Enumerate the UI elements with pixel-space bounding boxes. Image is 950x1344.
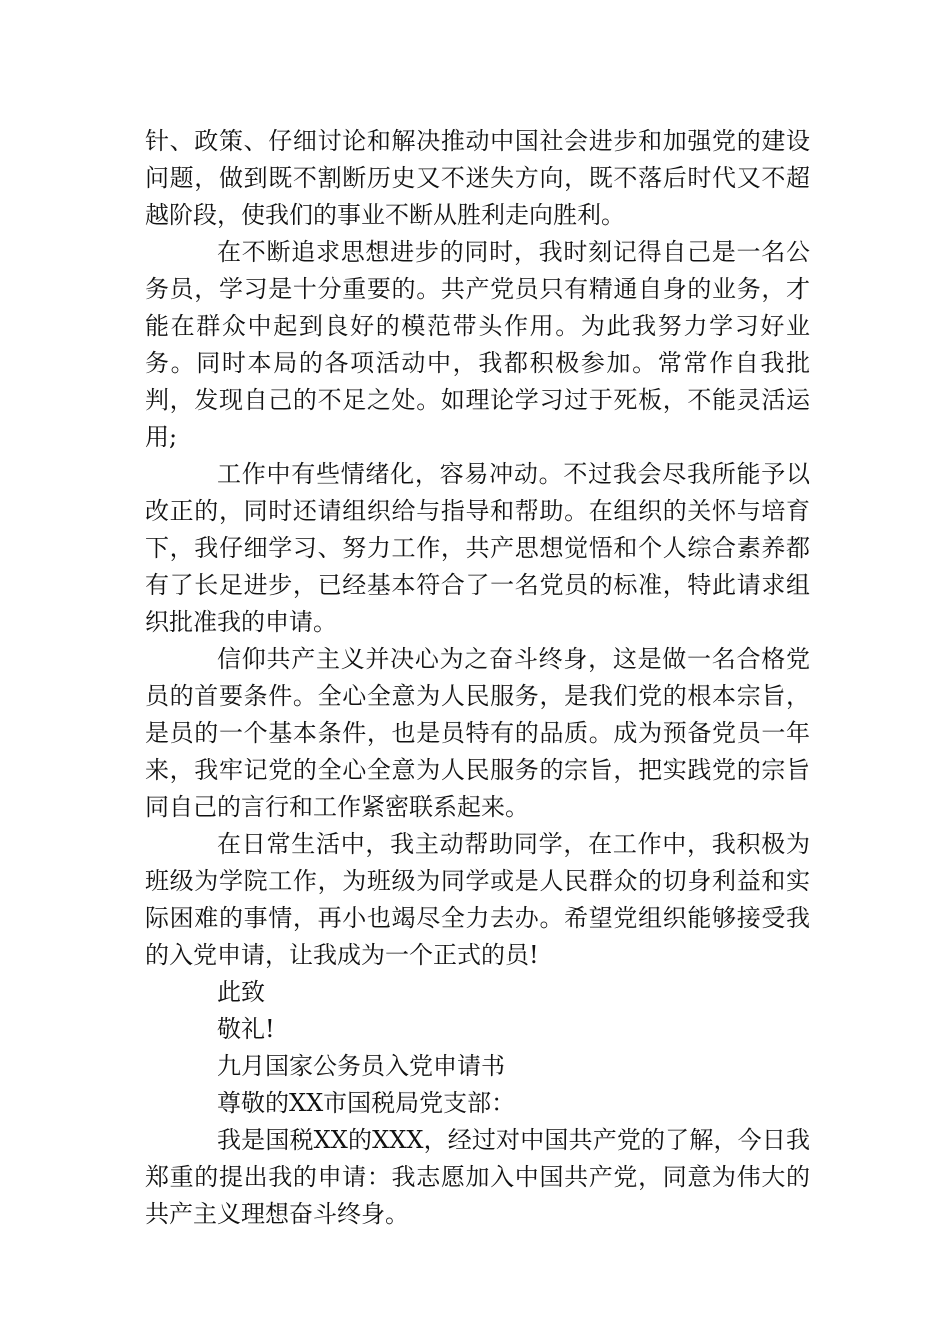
document-body [145,123,810,1233]
section-title: 九月国家公务员入党申请书 [217,1052,505,1080]
paragraph-work: 工作中有些情绪化，容易冲动。不过我会尽我所能予以改正的，同时还请组织给与指导和帮助。在组织的关怀与培育下，我仔细学习、努力工作，共产思想觉悟和个人综合素养都有了长足进步，已经基本符合了一名党员的标准，特此请求组织批准我的申请。 [145,460,810,636]
paragraph-belief: 信仰共产主义并决心为之奋斗终身，这是做一名合格党员的首要条件。全心全意为人民服务，是我们党的根本宗旨，是员的一个基本条件，也是员特有的品质。成为预备党员一年来，我牢记党的全心全意为人民服务的宗旨，把实践党的宗旨同自己的言行和工作紧密联系起来。 [145,645,810,821]
addressee: 尊敬的XX市国税局党支部： [217,1089,516,1117]
paragraph-continuation: 针、政策、仔细讨论和解决推动中国社会进步和加强党的建设问题，做到既不割断历史又不迷失方向，既不落后时代又不超越阶段，使我们的事业不断从胜利走向胜利。 [145,127,810,229]
closing-salutation: 此致 [217,978,265,1006]
paragraph-application: 我是国税XX的XXX，经过对中国共产党的了解，今日我郑重的提出我的申请：我志愿加入中国共产党，同意为伟大的共产主义理想奋斗终身。 [145,1126,810,1228]
closing-respect: 敬礼! [217,1015,275,1043]
paragraph-study: 在不断追求思想进步的同时，我时刻记得自己是一名公务员，学习是十分重要的。共产党员只有精通自身的业务，才能在群众中起到良好的模范带头作用。为此我努力学习好业务。同时本局的各项活动中，我都积极参加。常常作自我批判，发现自己的不足之处。如理论学习过于死板，不能灵活运用; [145,238,810,451]
paragraph-daily-life: 在日常生活中，我主动帮助同学，在工作中，我积极为班级为学院工作，为班级为同学或是人民群众的切身利益和实际困难的事情，再小也竭尽全力去办。希望党组织能够接受我的入党申请，让我成为一个正式的员! [145,830,810,969]
